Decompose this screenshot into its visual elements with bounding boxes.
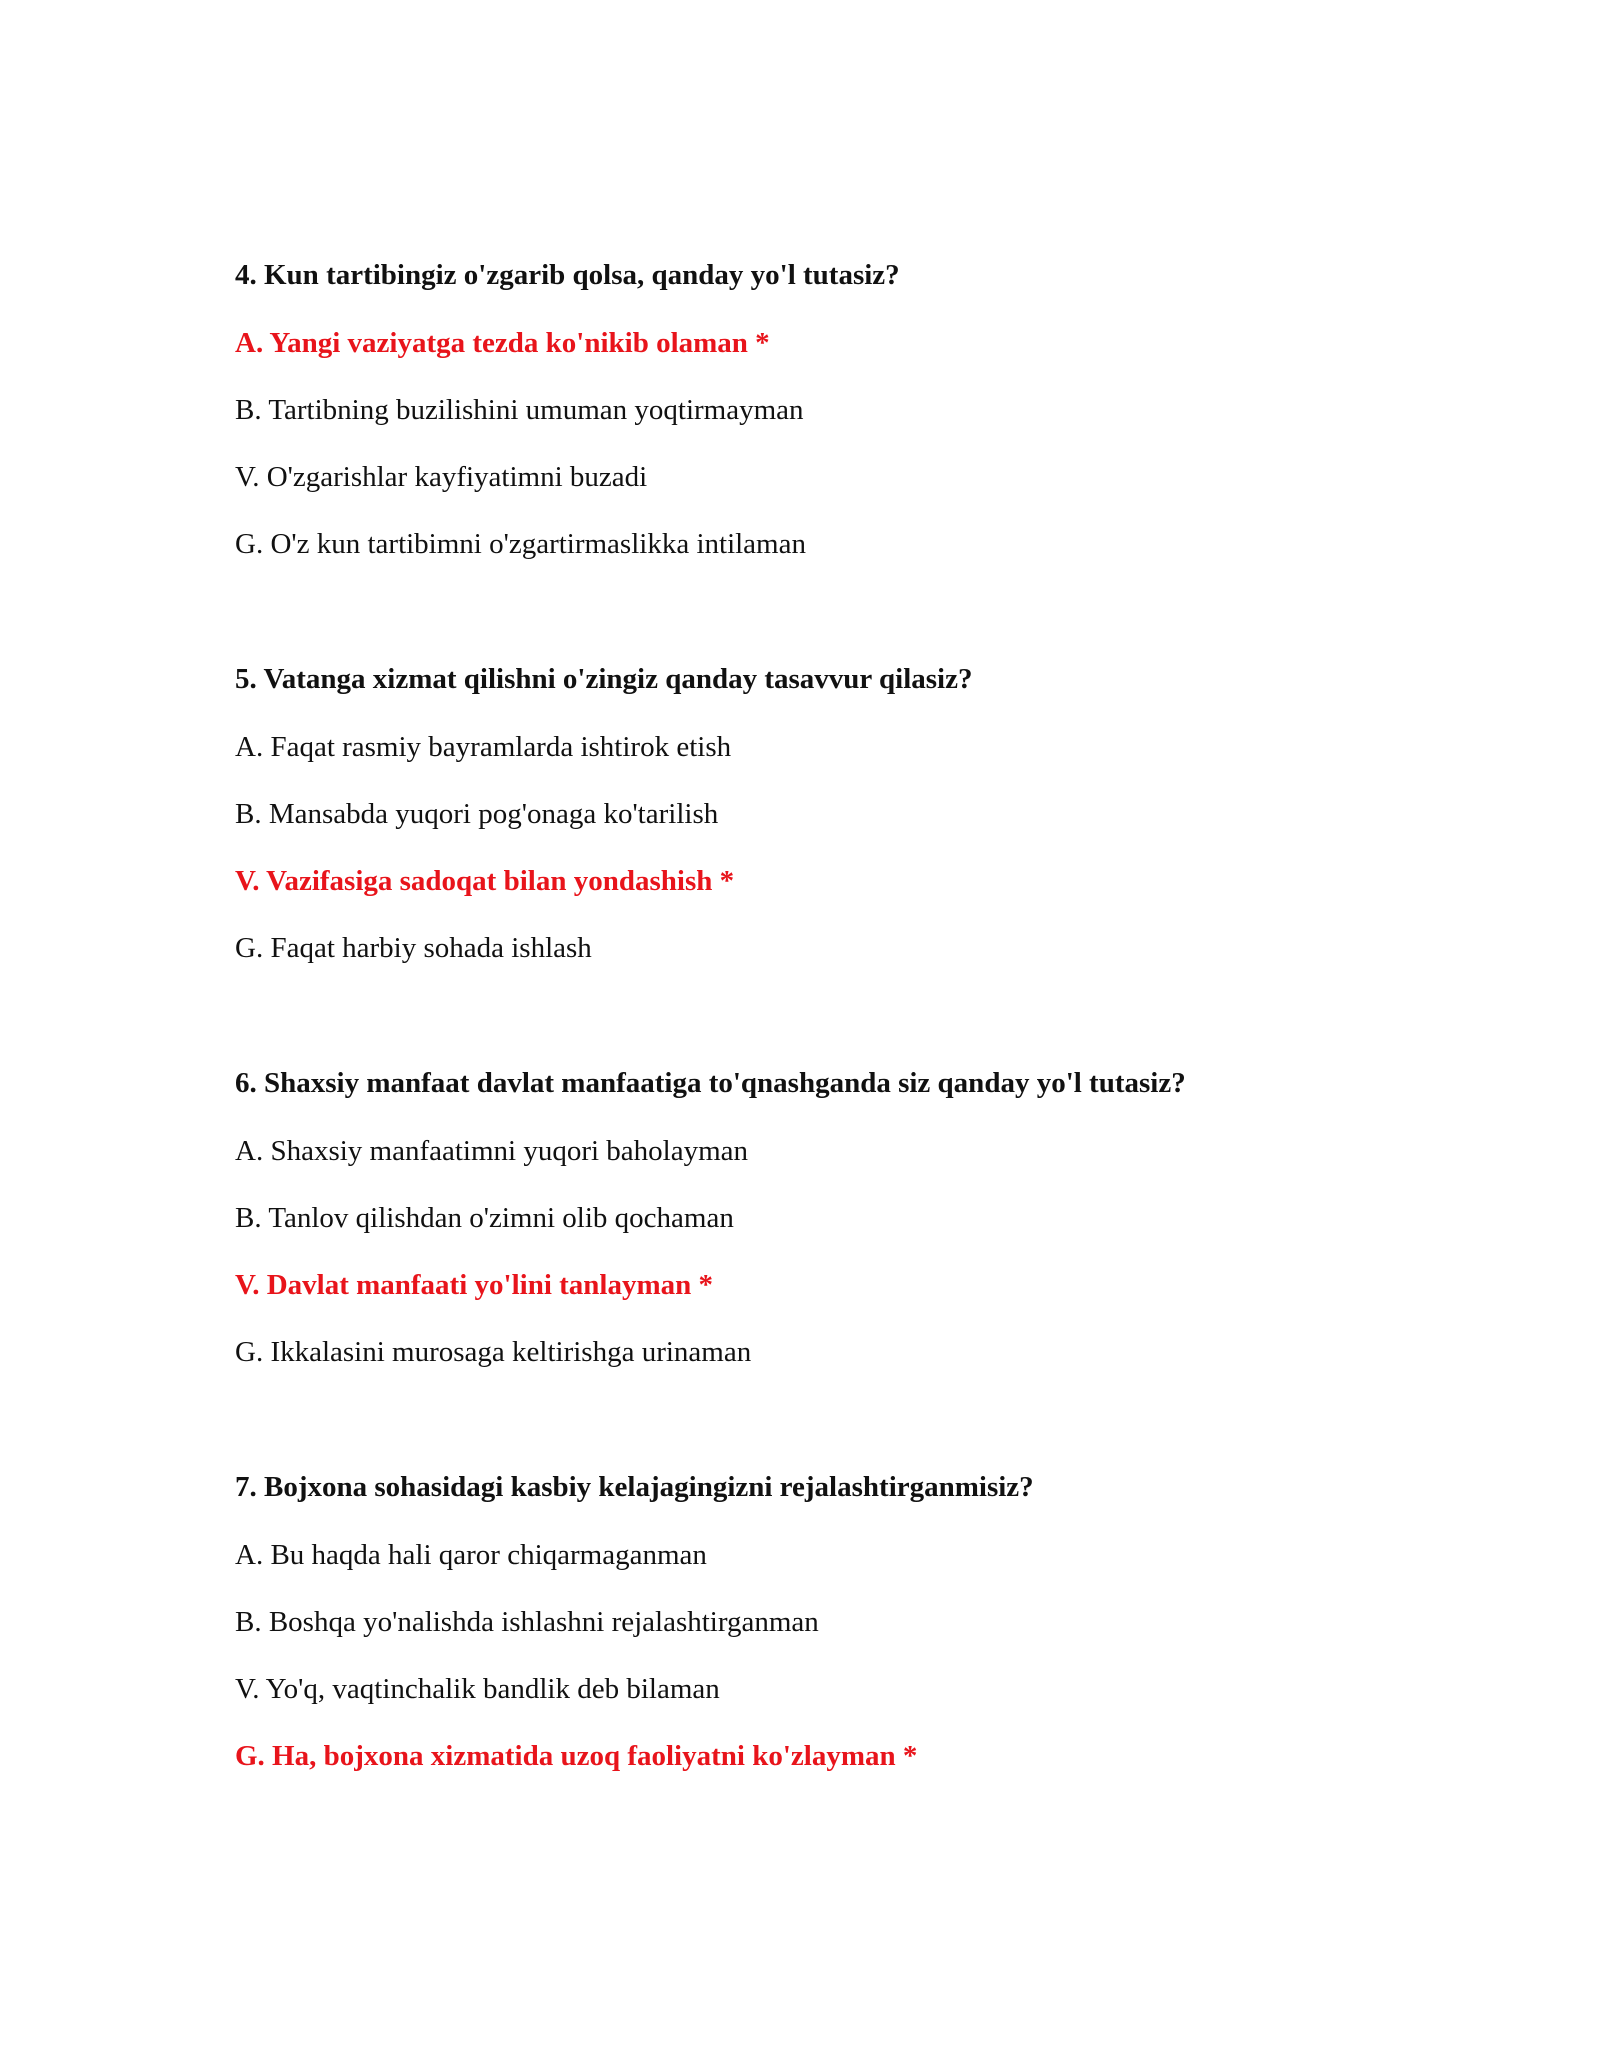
question-block-6 — [235, 1065, 1435, 1401]
question-4-option-b: B. Tartibning buzilishini umuman yoqtirmayman — [235, 394, 804, 426]
question-4-option-g: G. O'z kun tartibimni o'zgartirmaslikka intilaman — [235, 528, 806, 560]
question-7-text: 7. Bojxona sohasidagi kasbiy kelajagingizni rejalashtirganmisiz? — [235, 1471, 1034, 1503]
question-5-option-g: G. Faqat harbiy sohada ishlash — [235, 932, 592, 964]
question-7-option-b: B. Boshqa yo'nalishda ishlashni rejalashtirganman — [235, 1606, 819, 1638]
question-7-option-v: V. Yo'q, vaqtinchalik bandlik deb bilaman — [235, 1673, 720, 1705]
question-block-7 — [235, 1469, 1435, 1805]
question-6-option-g: G. Ikkalasini murosaga keltirishga urinaman — [235, 1336, 752, 1368]
question-6-option-a: A. Shaxsiy manfaatimni yuqori baholayman — [235, 1135, 749, 1167]
question-6-option-v: V. Davlat manfaati yo'lini tanlayman * — [235, 1269, 714, 1301]
question-7-option-a: A. Bu haqda hali qaror chiqarmaganman — [235, 1539, 707, 1571]
question-6-option-b: B. Tanlov qilishdan o'zimni olib qochaman — [235, 1202, 734, 1234]
question-5-text: 5. Vatanga xizmat qilishni o'zingiz qanday tasavvur qilasiz? — [235, 663, 973, 695]
question-6-text: 6. Shaxsiy manfaat davlat manfaatiga to'qnashganda siz qanday yo'l tutasiz? — [235, 1067, 1186, 1099]
question-4-option-v: V. O'zgarishlar kayfiyatimni buzadi — [235, 461, 648, 493]
question-block-5 — [235, 661, 1435, 997]
question-5-option-v: V. Vazifasiga sadoqat bilan yondashish * — [235, 865, 735, 897]
question-7-option-g: G. Ha, bojxona xizmatida uzoq faoliyatni ko'zlayman * — [235, 1740, 918, 1772]
question-4-text: 4. Kun tartibingiz o'zgarib qolsa, qanday yo'l tutasiz? — [235, 259, 900, 291]
question-block-4 — [235, 257, 1435, 593]
question-5-option-a: A. Faqat rasmiy bayramlarda ishtirok etish — [235, 731, 732, 763]
question-4-option-a: A. Yangi vaziyatga tezda ko'nikib olaman * — [235, 327, 770, 359]
question-5-option-b: B. Mansabda yuqori pog'onaga ko'tarilish — [235, 798, 719, 830]
